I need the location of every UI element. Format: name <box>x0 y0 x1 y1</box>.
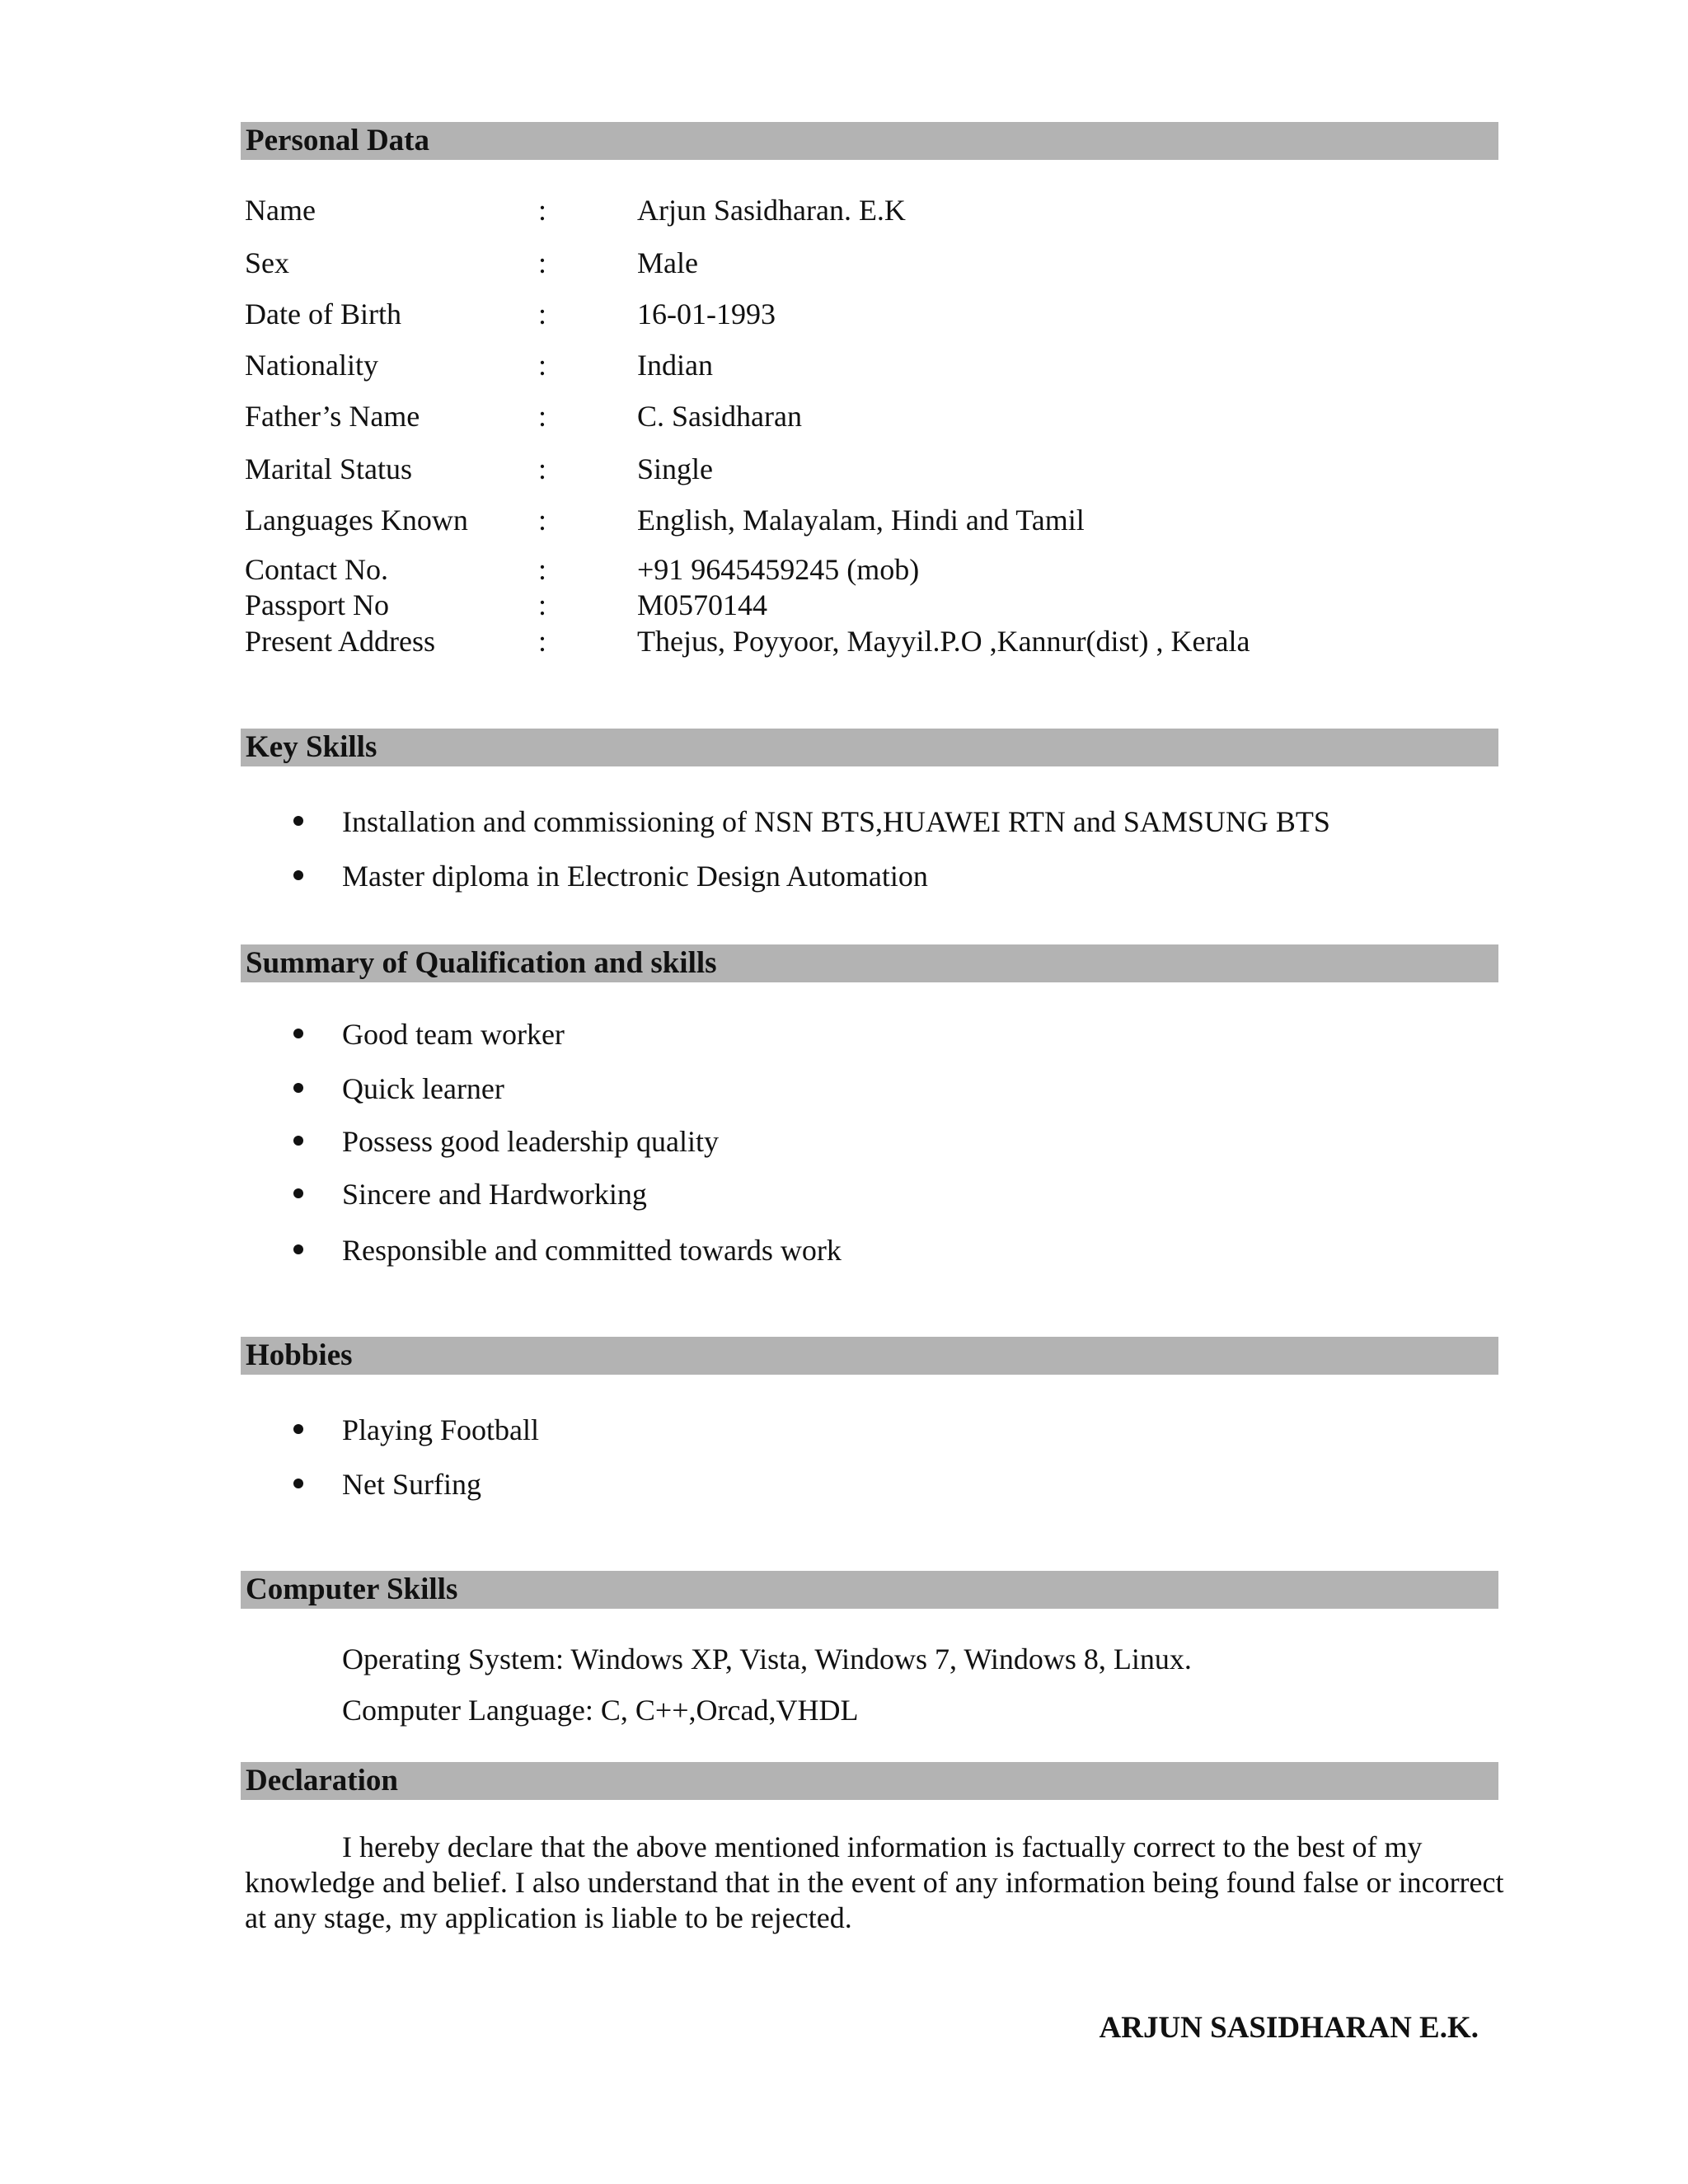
list-item <box>0 1122 1688 1160</box>
list-item <box>0 857 1688 895</box>
field-row-marital-status <box>0 450 1688 488</box>
list-item-text: Possess good leadership quality <box>342 1125 719 1158</box>
computer-skills-os: Operating System: Windows XP, Vista, Windows 7, Windows 8, Linux. <box>342 1643 1192 1675</box>
declaration-text: I hereby declare that the above mentioned information is factually correct to the best of my knowledge and belief. I also understand that in the event of any information being found false or incorrect at any stage, my application is liable to be rejected. <box>245 1830 1504 1934</box>
field-label: Contact No. <box>245 553 388 586</box>
computer-skills-language: Computer Language: C, C++,Orcad,VHDL <box>342 1694 859 1727</box>
field-value: Male <box>637 246 698 279</box>
bullet-icon <box>293 1083 303 1093</box>
bullet-icon <box>293 1424 303 1434</box>
field-colon: : <box>538 625 547 658</box>
field-value: Single <box>637 452 714 485</box>
field-row-name <box>0 191 1688 229</box>
list-item-text: Master diploma in Electronic Design Automation <box>342 860 928 893</box>
bullet-icon <box>293 1029 303 1038</box>
field-value: Arjun Sasidharan. E.K <box>637 194 906 227</box>
field-label: Marital Status <box>245 452 412 485</box>
field-label: Nationality <box>245 349 378 382</box>
section-heading-declaration: Declaration <box>241 1762 1498 1800</box>
section-heading-summary: Summary of Qualification and skills <box>241 944 1498 982</box>
signature-name: ARJUN SASIDHARAN E.K. <box>1099 2011 1479 2045</box>
list-item-text: Installation and commissioning of NSN BTS,HUAWEI RTN and SAMSUNG BTS <box>342 805 1330 838</box>
list-item <box>0 1070 1688 1108</box>
bullet-icon <box>293 870 303 880</box>
section-heading-personal-data: Personal Data <box>241 122 1498 160</box>
list-item-text: Responsible and committed towards work <box>342 1234 842 1267</box>
bullet-icon <box>293 816 303 826</box>
list-item <box>0 1231 1688 1269</box>
field-colon: : <box>538 298 547 330</box>
field-colon: : <box>538 194 547 227</box>
field-colon: : <box>538 400 547 433</box>
field-row-sex <box>0 244 1688 282</box>
field-row-present-address <box>0 622 1688 660</box>
section-heading-hobbies: Hobbies <box>241 1337 1498 1375</box>
list-item <box>0 1175 1688 1213</box>
field-value: +91 9645459245 (mob) <box>637 553 920 586</box>
list-item <box>0 803 1688 841</box>
list-item-text: Good team worker <box>342 1018 565 1051</box>
field-label: Passport No <box>245 588 390 621</box>
field-value: Thejus, Poyyoor, Mayyil.P.O ,Kannur(dist) , Kerala <box>637 625 1250 658</box>
field-colon: : <box>538 349 547 382</box>
list-item-text: Playing Football <box>342 1413 540 1446</box>
field-row-contact-no <box>0 551 1688 588</box>
field-colon: : <box>538 504 547 537</box>
bullet-icon <box>293 1136 303 1146</box>
field-value: 16-01-1993 <box>637 298 776 330</box>
field-colon: : <box>538 452 547 485</box>
section-heading-computer-skills: Computer Skills <box>241 1571 1498 1609</box>
bullet-icon <box>293 1244 303 1254</box>
field-label: Present Address <box>245 625 435 658</box>
field-row-passport-no <box>0 586 1688 624</box>
field-colon: : <box>538 588 547 621</box>
bullet-icon <box>293 1479 303 1488</box>
field-colon: : <box>538 246 547 279</box>
list-item <box>0 1015 1688 1053</box>
field-label: Name <box>245 194 316 227</box>
field-value: Indian <box>637 349 713 382</box>
field-row-languages-known <box>0 501 1688 539</box>
section-heading-key-skills: Key Skills <box>241 729 1498 766</box>
list-item <box>0 1465 1688 1503</box>
list-item <box>0 1411 1688 1449</box>
field-colon: : <box>538 553 547 586</box>
field-row-date-of-birth <box>0 295 1688 333</box>
field-label: Sex <box>245 246 289 279</box>
field-value: C. Sasidharan <box>637 400 802 433</box>
field-row-fathers-name <box>0 397 1688 435</box>
list-item-text: Net Surfing <box>342 1468 481 1501</box>
field-value: English, Malayalam, Hindi and Tamil <box>637 504 1085 537</box>
list-item-text: Sincere and Hardworking <box>342 1178 647 1211</box>
field-label: Languages Known <box>245 504 468 537</box>
field-label: Date of Birth <box>245 298 401 330</box>
field-row-nationality <box>0 346 1688 384</box>
field-value: M0570144 <box>637 588 768 621</box>
field-label: Father’s Name <box>245 400 420 433</box>
list-item-text: Quick learner <box>342 1072 504 1105</box>
bullet-icon <box>293 1188 303 1198</box>
